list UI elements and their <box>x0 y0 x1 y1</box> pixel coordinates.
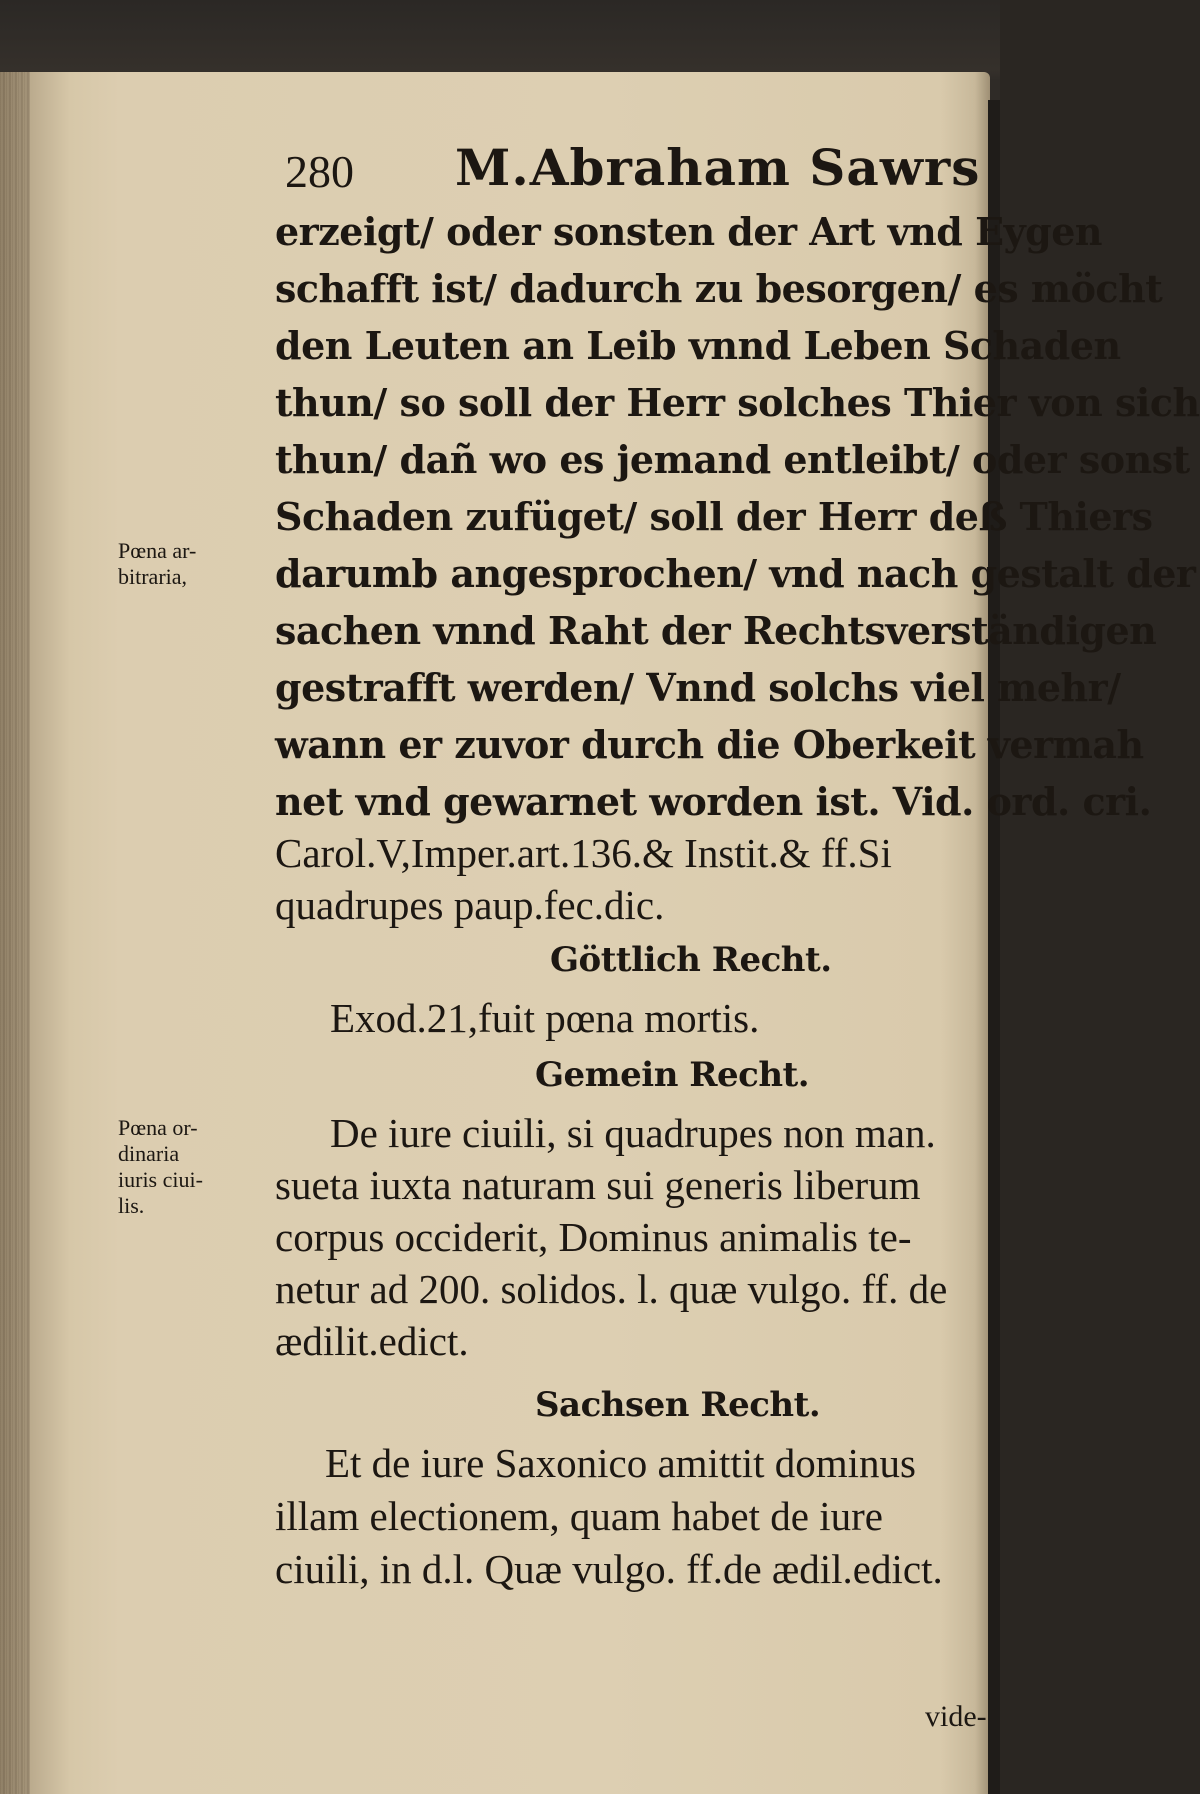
text-line-latin: corpus occiderit, Dominus animalis te- <box>275 1214 912 1260</box>
running-title: M.Abraham Sawrs <box>455 138 981 197</box>
text-line: thun/ dañ wo es jemand entleibt/ oder sonst <box>275 437 1190 482</box>
text-line: Schaden zufüget/ soll der Herr deß Thiers <box>275 494 1153 539</box>
text-line-latin: sueta iuxta naturam sui generis liberum <box>275 1162 921 1208</box>
text-line: erzeigt/ oder sonsten der Art vnd Eygen <box>275 209 1103 254</box>
catchword: vide- <box>925 1700 987 1733</box>
text-line-latin: ædilit.edict. <box>275 1318 469 1364</box>
text-line-latin: Et de iure Saxonico amittit dominus <box>325 1440 916 1486</box>
text-line-latin: ciuili, in d.l. Quæ vulgo. ff.de ædil.edict. <box>275 1546 943 1592</box>
text-line-latin: illam electionem, quam habet de iure <box>275 1493 883 1539</box>
page-gutter <box>0 72 30 1794</box>
text-line: net vnd gewarnet worden ist. Vid. ord. cri. <box>275 779 1152 824</box>
text-line: wann er zuvor durch die Oberkeit vermah <box>275 722 1144 767</box>
text-line-latin: netur ad 200. solidos. l. quæ vulgo. ff. de <box>275 1266 948 1312</box>
page-number: 280 <box>285 146 354 197</box>
text-line: den Leuten an Leib vnnd Leben Schaden <box>275 323 1121 368</box>
text-line: schafft ist/ dadurch zu besorgen/ es möcht <box>275 266 1163 311</box>
margin-note-poena-ordinaria: Pœna or- dinaria iuris ciui- lis. <box>118 1115 203 1218</box>
text-line: thun/ so soll der Herr solches Thier von sich <box>275 380 1200 425</box>
text-line-latin: quadrupes paup.fec.dic. <box>275 882 665 928</box>
text-line-latin: De iure ciuili, si quadrupes non man. <box>330 1110 936 1156</box>
text-line: sachen vnnd Raht der Rechtsverständigen <box>275 608 1157 653</box>
section-heading: Gemein Recht. <box>535 1055 810 1095</box>
margin-note-poena-arbitraria: Pœna ar- bitraria, <box>118 538 197 589</box>
section-heading: Sachsen Recht. <box>535 1385 821 1425</box>
text-line-latin: Exod.21,fuit pœna mortis. <box>330 995 760 1041</box>
text-line: darumb angesprochen/ vnd nach gestalt der <box>275 551 1196 596</box>
text-line-latin: Carol.V,Imper.art.136.& Instit.& ff.Si <box>275 830 892 876</box>
text-line: gestrafft werden/ Vnnd solchs viel mehr/ <box>275 665 1121 710</box>
section-heading: Göttlich Recht. <box>550 940 832 980</box>
